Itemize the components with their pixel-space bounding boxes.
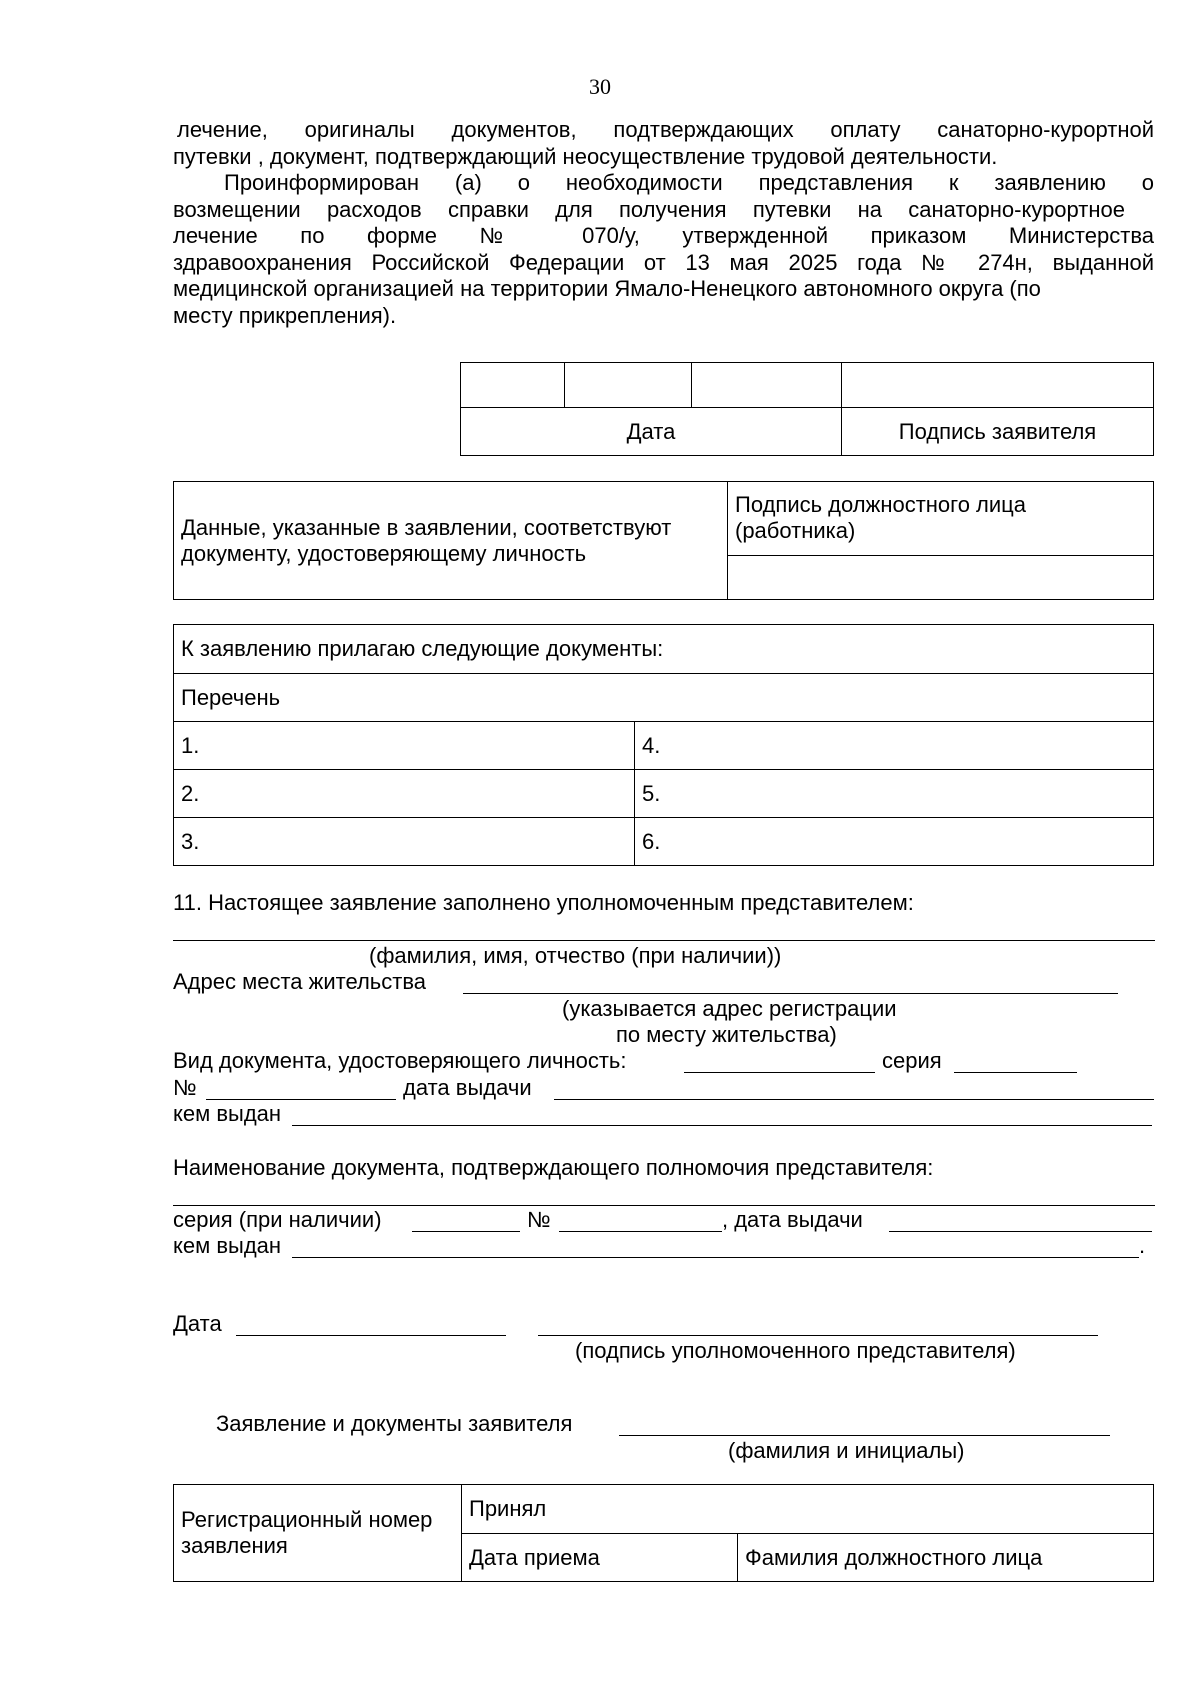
applicant-signature-field[interactable] <box>842 363 1154 408</box>
series-optional-label: серия (при наличии) <box>173 1207 382 1232</box>
authority-document-label: Наименование документа, подтверждающего полномочия представителя: <box>173 1155 934 1180</box>
document-item-2[interactable]: 2. <box>174 770 635 818</box>
issued-by-label: кем выдан <box>173 1101 282 1126</box>
authority-issue-date-label: , дата выдачи <box>722 1207 863 1232</box>
intro-line: Проинформирован (а) о необходимости представления к заявлению о <box>224 170 1154 195</box>
authority-number-field[interactable] <box>559 1231 722 1232</box>
representative-date-field[interactable] <box>236 1335 506 1336</box>
representative-heading: 11. Настоящее заявление заполнено уполномоченным представителем: <box>173 890 914 915</box>
identity-match-text: Данные, указанные в заявлении, соответствуют документу, удостоверяющему личность <box>174 482 728 600</box>
date-label: Дата <box>461 408 842 456</box>
document-item-3[interactable]: 3. <box>174 818 635 866</box>
document-item-4[interactable]: 4. <box>635 722 1154 770</box>
address-field[interactable] <box>463 993 1118 994</box>
issue-date-label: дата выдачи <box>403 1075 532 1100</box>
series-field[interactable] <box>954 1072 1077 1073</box>
receipt-caption: (фамилия и инициалы) <box>728 1438 965 1463</box>
intro-line: здравоохранения Российской Федерации от 13 мая 2025 года № 274н, выданной <box>173 249 1154 275</box>
document-item-6[interactable]: 6. <box>635 818 1154 866</box>
number-label: № <box>173 1075 197 1100</box>
page-number: 30 <box>589 74 611 99</box>
intro-line: лечение, оригиналы документов, подтверждающих оплату санаторно-курортной <box>177 117 1154 142</box>
date-field-1[interactable] <box>461 363 565 408</box>
document-item-5[interactable]: 5. <box>635 770 1154 818</box>
date-field-3[interactable] <box>692 363 842 408</box>
intro-line: лечение по форме № 070/у, утвержденной приказом Министерства <box>173 223 1154 248</box>
intro-line: путевки , документ, подтверждающий неосуществление трудовой деятельности. <box>173 143 998 169</box>
period: . <box>1139 1233 1146 1258</box>
fio-caption: (фамилия, имя, отчество (при наличии)) <box>369 943 782 968</box>
verification-table <box>173 481 1154 600</box>
applicant-signature-label: Подпись заявителя <box>842 408 1154 456</box>
official-signature-label: Подпись должностного лица (работника) <box>728 482 1154 556</box>
representative-date-label: Дата <box>173 1311 222 1336</box>
issued-by-field[interactable] <box>292 1125 1152 1126</box>
address-label: Адрес места жительства <box>173 969 427 994</box>
authority-document-field[interactable] <box>173 1205 1155 1206</box>
intro-line: медицинской организацией на территории Ямало-Ненецкого автономного округа (по <box>173 276 1041 301</box>
document-item-1[interactable]: 1. <box>174 722 635 770</box>
authority-number-label: № <box>527 1207 551 1232</box>
applicant-signature-table <box>460 362 1154 456</box>
intro-line: месту прикрепления). <box>173 302 397 328</box>
authority-issue-date-field[interactable] <box>889 1231 1152 1232</box>
id-document-label: Вид документа, удостоверяющего личность: <box>173 1048 627 1073</box>
intro-line: возмещении расходов справки для получения путевки на санаторно-курортное <box>173 196 1125 222</box>
representative-signature-field[interactable] <box>538 1335 1098 1336</box>
attached-documents-header: К заявлению прилагаю следующие документы: <box>174 625 1154 674</box>
registration-table <box>173 1484 1154 1582</box>
acceptance-date-label: Дата приема <box>462 1534 738 1582</box>
address-caption-1: (указывается адрес регистрации <box>562 996 897 1021</box>
receipt-label: Заявление и документы заявителя <box>216 1411 573 1436</box>
id-document-type-field[interactable] <box>684 1072 875 1073</box>
series-label: серия <box>882 1048 942 1073</box>
receipt-name-field[interactable] <box>619 1435 1110 1436</box>
accepted-by-label: Принял <box>462 1485 1154 1534</box>
documents-list-label: Перечень <box>174 674 1154 722</box>
representative-fio-field[interactable] <box>173 940 1155 941</box>
number-field[interactable] <box>206 1099 396 1100</box>
attached-documents-table <box>173 624 1154 866</box>
authority-series-field[interactable] <box>412 1231 520 1232</box>
issue-date-field[interactable] <box>554 1099 1154 1100</box>
authority-issued-by-label: кем выдан <box>173 1233 282 1258</box>
date-field-2[interactable] <box>565 363 692 408</box>
registration-number-label: Регистрационный номер заявления <box>174 1485 462 1582</box>
authority-issued-by-field[interactable] <box>292 1257 1139 1258</box>
intro-paragraph <box>173 117 1154 329</box>
official-name-label: Фамилия должностного лица <box>738 1534 1154 1582</box>
representative-signature-caption: (подпись уполномоченного представителя) <box>575 1338 1016 1363</box>
official-signature-field[interactable] <box>728 556 1154 600</box>
address-caption-2: по месту жительства) <box>616 1022 837 1047</box>
